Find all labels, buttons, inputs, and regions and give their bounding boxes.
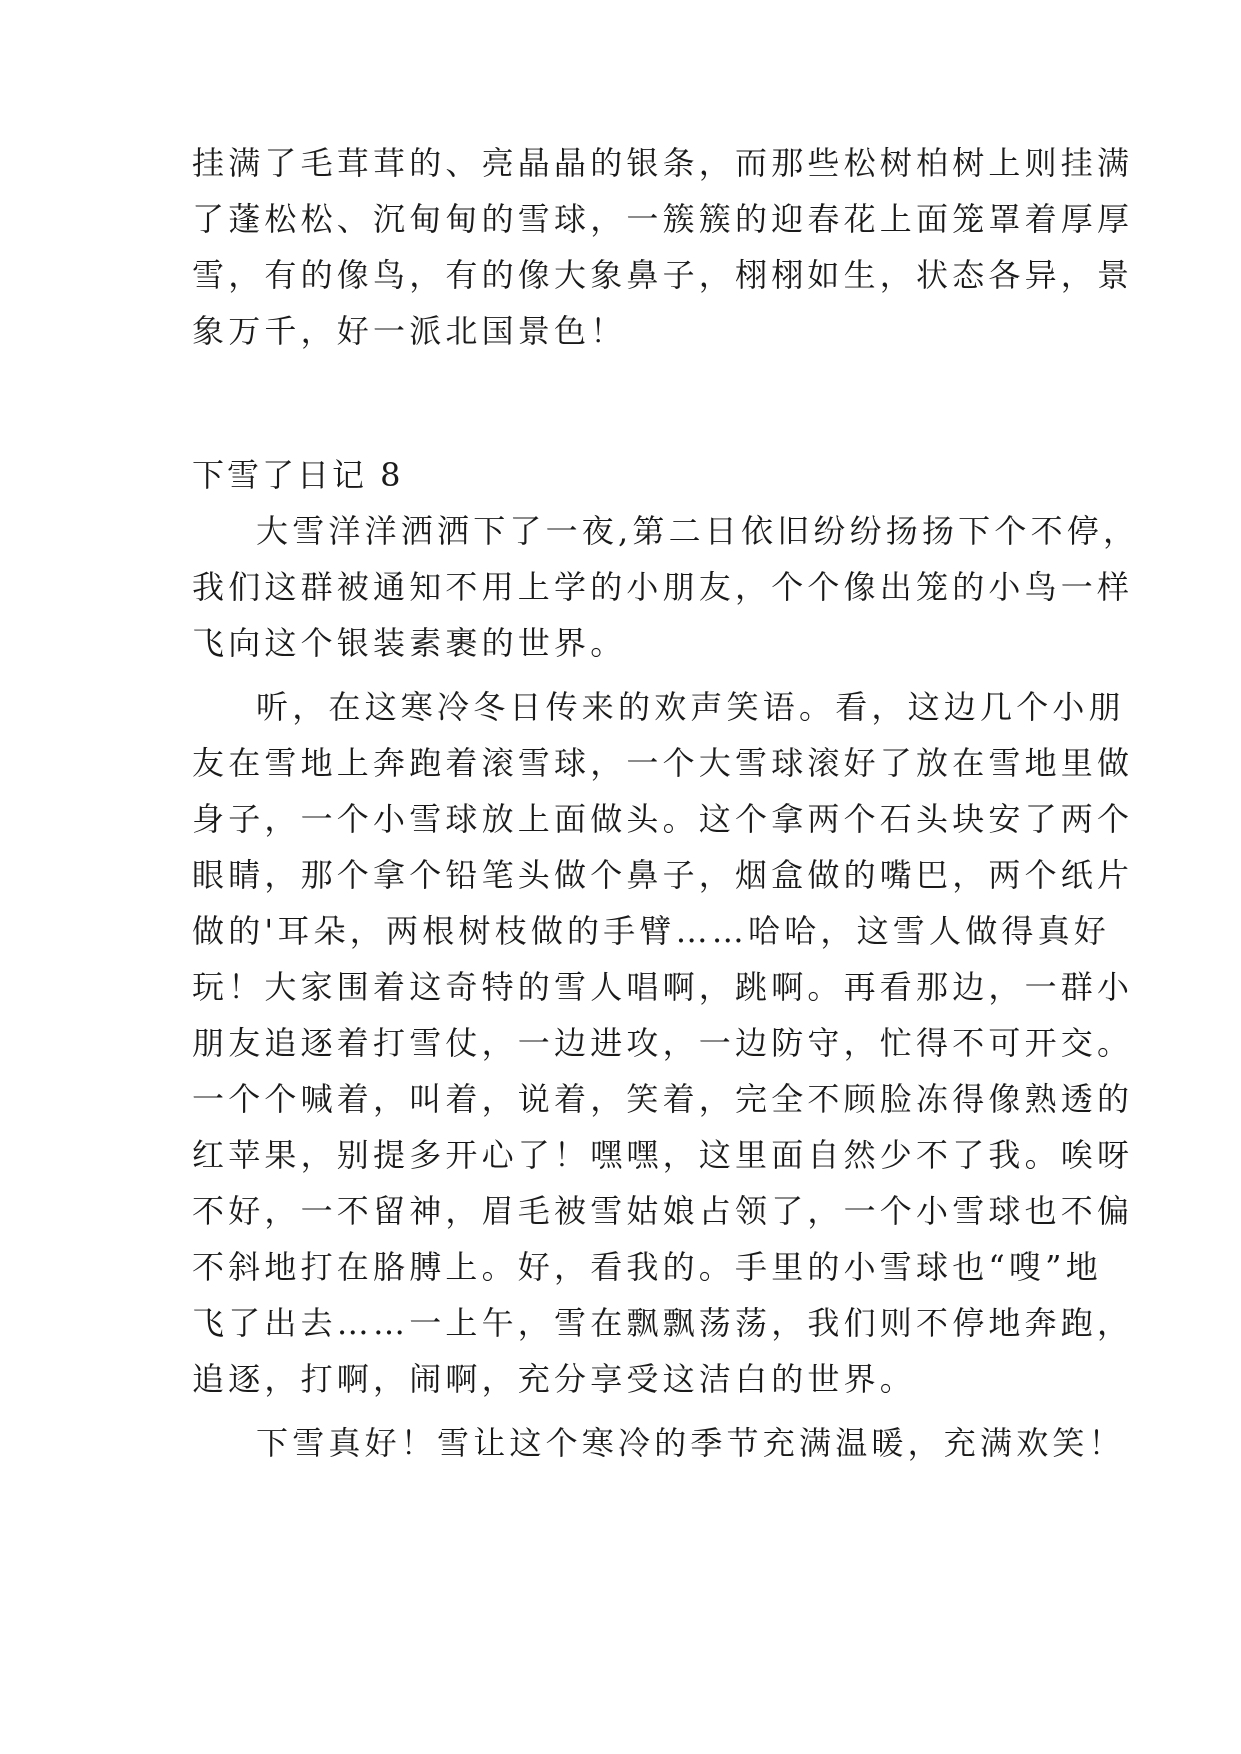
paragraph-line: 我们这群被通知不用上学的小朋友，个个像出笼的小鸟一样 [192,568,1134,606]
paragraph-line: 不好，一不留神，眉毛被雪姑娘占领了，一个小雪球也不偏 [192,1192,1134,1230]
paragraph-line: 追逐，打啊，闹啊，充分享受这洁白的世界。 [192,1360,917,1398]
paragraph-line: 眼睛，那个拿个铅笔头做个鼻子，烟盒做的嘴巴，两个纸片 [192,856,1134,894]
paragraph-line: 象万千，好一派北国景色！ [192,312,627,350]
paragraph-line: 听，在这寒冷冬日传来的欢声笑语。看，这边几个小朋 [256,688,1125,726]
paragraph-line: 飞向这个银装素裹的世界。 [192,624,627,662]
paragraph-line: 友在雪地上奔跑着滚雪球，一个大雪球滚好了放在雪地里做 [192,744,1134,782]
paragraph-line: 红苹果，别提多开心了！嘿嘿，这里面自然少不了我。唉呀 [192,1136,1134,1174]
paragraph-line: 身子，一个小雪球放上面做头。这个拿两个石头块安了两个 [192,800,1134,838]
paragraph-line: 做的'耳朵，两根树枝做的手臂……哈哈，这雪人做得真好 [192,912,1110,950]
paragraph-line: 飞了出去……一上午，雪在飘飘荡荡，我们则不停地奔跑， [192,1304,1134,1342]
paragraph-line: 一个个喊着，叫着，说着，笑着，完全不顾脸冻得像熟透的 [192,1080,1134,1118]
paragraph-line: 玩！大家围着这奇特的雪人唱啊，跳啊。再看那边，一群小 [192,968,1134,1006]
paragraph-line: 雪，有的像鸟，有的像大象鼻子，栩栩如生，状态各异，景 [192,256,1134,294]
paragraph-line: 下雪真好！雪让这个寒冷的季节充满温暖，充满欢笑！ [256,1424,1125,1462]
paragraph-line: 大雪洋洋洒洒下了一夜,第二日依旧纷纷扬扬下个不停， [256,512,1140,550]
paragraph-line: 不斜地打在胳膊上。好，看我的。手里的小雪球也“嗖”地 [192,1248,1102,1286]
paragraph-line: 了蓬松松、沉甸甸的雪球，一簇簇的迎春花上面笼罩着厚厚 [192,200,1134,238]
section-title: 下雪了日记 8 [192,456,404,494]
paragraph-line: 朋友追逐着打雪仗，一边进攻，一边防守，忙得不可开交。 [192,1024,1134,1062]
paragraph-line: 挂满了毛茸茸的、亮晶晶的银条，而那些松树柏树上则挂满 [192,144,1134,182]
